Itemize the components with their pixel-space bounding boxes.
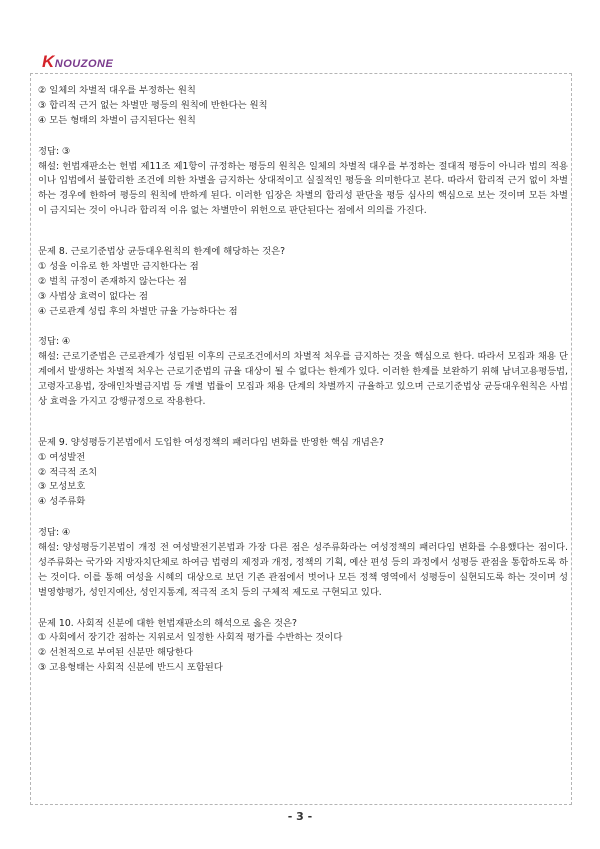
q8-option-3: ③ 사법상 효력이 없다는 점 bbox=[38, 290, 148, 302]
q9-option-3: ③ 모성보호 bbox=[38, 481, 86, 493]
q8-option-4: ④ 근로관계 성립 후의 차별만 규율 가능하다는 점 bbox=[38, 305, 238, 317]
page-number: - 3 - bbox=[287, 810, 313, 823]
document-body bbox=[38, 84, 568, 676]
q9-option-2: ② 적극적 조치 bbox=[38, 466, 98, 478]
q8-answer: 정답: ④ bbox=[38, 336, 71, 348]
q10-option-3: ③ 고용형태는 사회적 신분에 반드시 포함된다 bbox=[38, 662, 223, 674]
page-header bbox=[30, 52, 570, 72]
q7-option-3: ③ 합리적 근거 없는 차별만 평등의 원칙에 반한다는 원칙 bbox=[38, 99, 268, 111]
knouzone-logo bbox=[42, 52, 113, 70]
q10-option-2: ② 선천적으로 부여된 신분만 해당한다 bbox=[38, 647, 193, 659]
q8-option-1: ① 성을 이유로 한 차별만 금지한다는 점 bbox=[38, 260, 199, 272]
question-10 bbox=[38, 617, 568, 677]
q8-option-2: ② 벌칙 규정이 존재하지 않는다는 점 bbox=[38, 275, 187, 287]
question-9 bbox=[38, 436, 568, 601]
question-7-tail bbox=[38, 84, 568, 219]
logo-text: NOUZONE bbox=[54, 58, 114, 70]
q7-answer: 정답: ③ bbox=[38, 145, 71, 157]
q9-option-4: ④ 성주류화 bbox=[38, 496, 86, 508]
q8-question: 문제 8. 근로기준법상 균등대우원칙의 한계에 해당하는 것은? bbox=[38, 246, 286, 257]
q7-explanation: 해설: 헌법재판소는 헌법 제11조 제1항이 규정하는 평등의 원칙은 일체의 차별적 대우를 부정하는 절대적 평등이 아니라 법의 적용이나 입법에서 불합리한 조건에 의한 차별을 금지하는 상대적이고 실질적인 평등을 의미한다고 본다. 따라서 합리적 근거 없이 차별하는 경우에 한하여 평등의 원칙에 반하게 된다. 이러한 입장은 차별의 합리성 판단을 평등 심사의 핵심으로 보는 것이며 모든 차별이 금지되는 것이 아니라 합리적 이유 없는 차별만이 위헌으로 판단된다는 점에서 의의를 가진다. bbox=[38, 160, 568, 217]
q9-explanation: 해설: 양성평등기본법이 개정 전 여성발전기본법과 가장 다른 점은 성주류화라는 여성정책의 패러다임 변화를 수용했다는 점이다. 성주류화는 국가와 지방자치단체로 하여금 법령의 제정과 개정, 정책의 기획, 예산 편성 등의 과정에서 성평등 관점을 통합하도록 하는 것이다. 이를 통해 여성을 시혜의 대상으로 보던 기존 관점에서 벗어나 모든 정책 영역에서 성평등이 실현되도록 하는 것이며 성별영향평가, 성인지예산, 성인지통계, 적극적 조치 등의 구체적 제도로 구현되고 있다. bbox=[38, 542, 568, 598]
q10-question: 문제 10. 사회적 신분에 대한 헌법재판소의 해석으로 옳은 것은? bbox=[38, 617, 297, 629]
q9-option-1: ① 여성발전 bbox=[38, 451, 86, 463]
q10-option-1: ① 사회에서 장기간 점하는 지위로서 일정한 사회적 평가를 수반하는 것이다 bbox=[38, 632, 343, 644]
q9-answer: 정답: ④ bbox=[38, 527, 71, 539]
q8-explanation: 해설: 근로기준법은 근로관계가 성립된 이후의 근로조건에서의 차별적 처우를 금지하는 것을 핵심으로 한다. 따라서 모집과 채용 단계에서 발생하는 차별적 처우는 근로기준법의 규율 대상이 될 수 없다는 한계가 있다. 이러한 한계를 보완하기 위해 남녀고용평등법, 고령자고용법, 장애인차별금지법 등 개별 법률이 모집과 채용 단계의 차별까지 규율하고 있으며 근로기준법상 균등대우원칙은 사법상 효력을 가지고 강행규정으로 작용한다. bbox=[38, 351, 568, 407]
question-8 bbox=[38, 245, 568, 410]
q7-option-4: ④ 모든 형태의 차별이 금지된다는 원칙 bbox=[38, 114, 196, 126]
logo-k: K bbox=[42, 52, 54, 71]
q9-question: 문제 9. 양성평등기본법에서 도입한 여성정책의 패러다임 변화를 반영한 핵심 개념은? bbox=[38, 436, 384, 448]
q7-option-2: ② 일체의 차별적 대우를 부정하는 원칙 bbox=[38, 85, 196, 96]
